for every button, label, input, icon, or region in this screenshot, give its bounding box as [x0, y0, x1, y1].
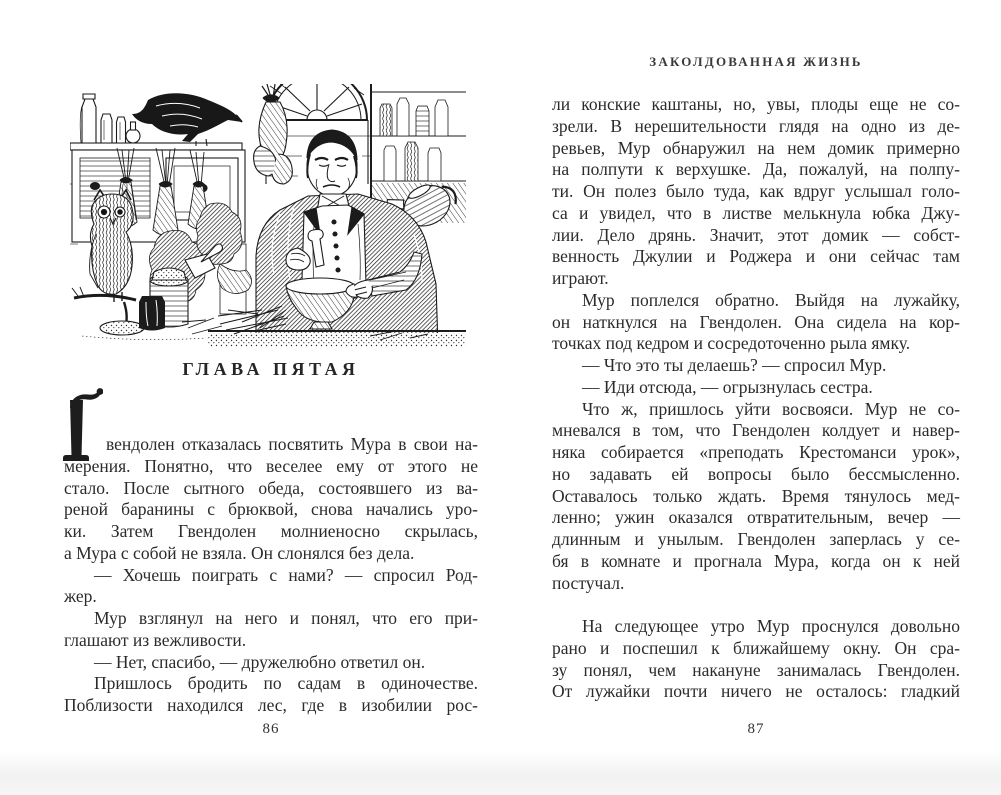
text-line: Пришлось бродить по садам в одиночестве. — [94, 673, 478, 694]
text-line: но задавать ей вопросы было бессмысленно. — [552, 463, 960, 484]
text-line: постучал. — [552, 572, 625, 593]
text-line: мерения. Понятно, что веселее ему от этого не — [64, 455, 478, 476]
chapter-illustration — [70, 84, 466, 347]
text-line: са и увидел, что в листве мелькнула юбка Джу- — [552, 202, 960, 223]
page-bottom-shade — [0, 752, 1001, 795]
text-line: Поблизости находился лес, где в изобилии рос- — [64, 695, 478, 715]
right-page-text — [552, 94, 960, 703]
text-line: на полпути к верхушке. Да, пожалуй, на полпу- — [552, 159, 960, 180]
text-line: венность Джулии и Роджера и они сейчас там — [552, 246, 960, 267]
text-line: — Что это ты делаешь? — спросил Мур. — [582, 355, 887, 375]
text-line: играют. — [552, 268, 609, 288]
text-line: ленно; ужин оказался отвратительным, вечер — — [552, 507, 960, 528]
text-line: Мур взглянул на него и понял, что его при- — [94, 608, 478, 628]
text-line: Мур поплелся обратно. Выйдя на лужайку, — [582, 289, 960, 310]
raven-figure — [132, 93, 242, 146]
engraving-svg — [70, 84, 466, 347]
text-line: няка собирается «преподать Крестоманси урок», — [552, 442, 960, 462]
text-line: ревьев, Мур обнаружил на нем домик примерно — [552, 137, 960, 158]
text-line: бя в комнате и прогнала Мура, когда он к ней — [552, 550, 960, 571]
text-line: ки. Затем Гвендолен молниеносно скрылась, — [64, 521, 478, 541]
hanging-bundle — [254, 84, 293, 184]
text-line: зрели. В нерешительности глядя на одно из де- — [552, 115, 960, 136]
text-line: а Мура с собой не взяла. Он слонялся без дела. — [64, 542, 415, 563]
text-line: — Хочешь поиграть с нами? — спросил Род- — [94, 564, 478, 585]
text-line: глашают из вежливости. — [64, 629, 247, 650]
text-line: На следующее утро Мур проснулся довольно — [582, 616, 960, 636]
text-line: лии. Дело дрянь. Значит, этот домик — собст- — [552, 224, 960, 245]
text-line: вендолен отказалась посвятить Мура в свои на- — [106, 434, 478, 454]
text-line: реной баранины с брюквой, снова начались уро- — [64, 499, 478, 520]
chapter-title: ГЛАВА ПЯТАЯ — [182, 359, 360, 379]
text-line: От лужайки почти ничего не осталось: гладкий — [552, 681, 960, 702]
text-line: мневался в том, что Гвендолен колдует и навер- — [552, 420, 960, 441]
text-line: — Нет, спасибо, — дружелюбно ответил он. — [94, 651, 426, 672]
text-line: точках под кедром и сосредоточенно рыла ямку. — [552, 333, 911, 354]
left-page-text — [64, 434, 478, 717]
page-number-right: 87 — [747, 721, 765, 737]
text-line: зу понял, чем накануне занималась Гвендолен. — [552, 659, 960, 680]
text-line: — Иди отсюда, — огрызнулась сестра. — [582, 376, 873, 397]
text-line: Оставалось только ждать. Время тянулось мед- — [552, 485, 960, 506]
text-line: ти. Он полез было туда, как вдруг услышал голо- — [552, 181, 960, 201]
text-line: жер. — [64, 586, 97, 607]
text-line: Что ж, пришлось уйти восвояси. Мур не со- — [582, 398, 960, 419]
text-line: он наткнулся на Гвендолен. Она сидела на кор- — [552, 311, 960, 332]
text-line: длинным и унылым. Гвендолен заперлась у се- — [552, 529, 960, 549]
page-number-left: 86 — [262, 721, 280, 737]
text-line: стало. После сытного обеда, состоявшего из ва- — [64, 477, 478, 498]
running-header: ЗАКОЛДОВАННАЯ ЖИЗНЬ — [649, 54, 863, 69]
text-line: рано и поспешил к ближайшему окну. Он сра- — [552, 637, 960, 658]
text-line: ли конские каштаны, но, увы, плоды еще не со- — [552, 94, 960, 114]
